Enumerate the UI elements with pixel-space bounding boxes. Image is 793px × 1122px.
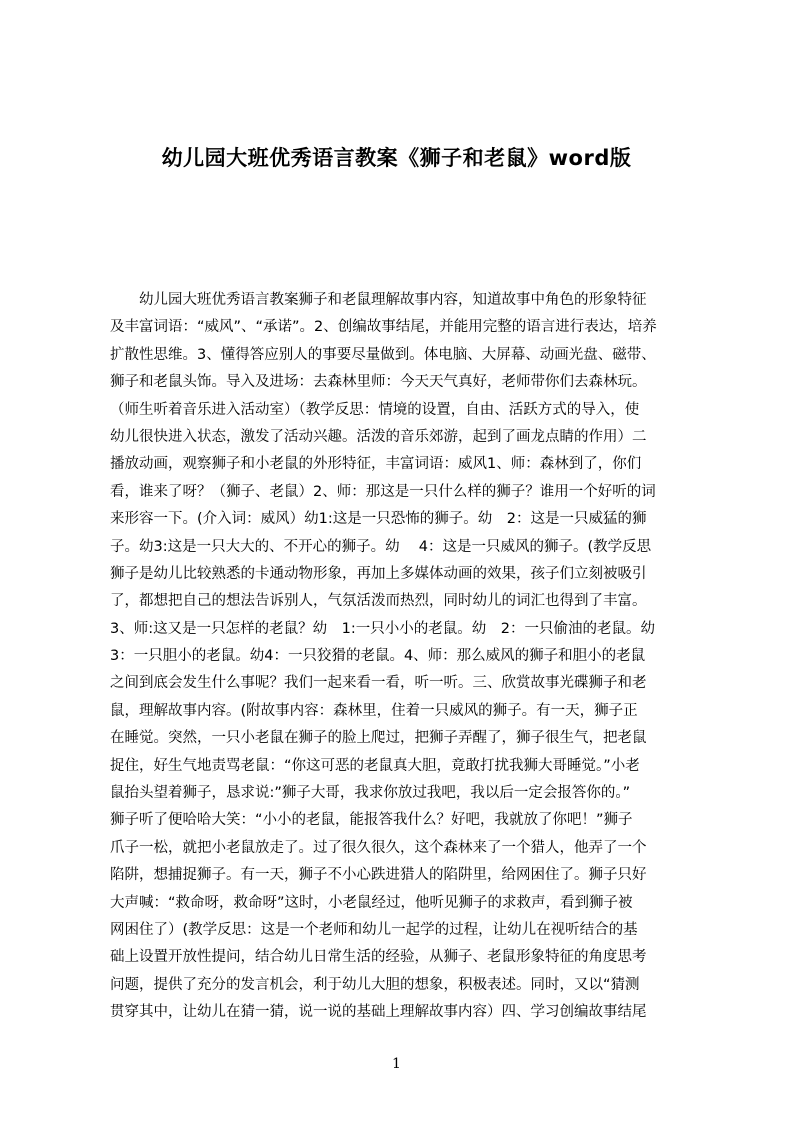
text-line: 幼儿园大班优秀语言教案狮子和老鼠理解故事内容，知道故事中角色的形象特征 [139, 292, 647, 308]
text-line: 子。幼3:这是一只大大的、不开心的狮子。幼 4：这是一只威风的狮子。(教学反思 [110, 538, 652, 555]
body-text [110, 287, 700, 1027]
text-line: 鼠，理解故事内容。(附故事内容：森林里，住着一只威风的狮子。有一天，狮子正 [110, 702, 638, 719]
text-line: 狮子听了便哈哈大笑：“小小的老鼠，能报答我什么？好吧，我就放了你吧！”狮子 [110, 812, 633, 829]
text-line: 看，谁来了呀？（狮子、老鼠）2、师：那这是一只什么样的狮子？谁用一个好听的词 [110, 483, 656, 500]
text-line: 了，都想把自己的想法告诉别人，气氛活泼而热烈，同时幼儿的词汇也得到了丰富。 [110, 593, 647, 610]
text-line: 捉住，好生气地责骂老鼠：“你这可恶的老鼠真大胆，竟敢打扰我狮大哥睡觉。”小老 [110, 757, 640, 774]
text-line: 大声喊：“救命呀，救命呀”这时，小老鼠经过，他听见狮子的求救声，看到狮子被 [110, 894, 633, 911]
text-line: 3：一只胆小的老鼠。幼4：一只狡猾的老鼠。4、师：那么威风的狮子和胆小的老鼠 [110, 648, 646, 665]
text-line: （师生听着音乐进入活动室）（教学反思：情境的设置，自由、活跃方式的导入，使 [110, 401, 640, 418]
text-line: 狮子是幼儿比较熟悉的卡通动物形象，再加上多媒体动画的效果，孩子们立刻被吸引 [110, 565, 647, 582]
text-line: 爪子一松，就把小老鼠放走了。过了很久很久，这个森林来了一个猎人，他弄了一个 [110, 839, 647, 856]
text-line: 础上设置开放性提问，结合幼儿日常生活的经验，从狮子、老鼠形象特征的角度思考 [110, 949, 647, 966]
document-title: 幼儿园大班优秀语言教案《狮子和老鼠》word版 [161, 146, 632, 170]
text-line: 问题，提供了充分的发言机会，利于幼儿大胆的想象，积极表述。同时，又以“猜测 [110, 976, 640, 993]
text-line: 幼儿很快进入状态，激发了活动兴趣。活泼的音乐郊游，起到了画龙点睛的作用）二 [110, 428, 647, 445]
text-line: 扩散性思维。3、懂得答应别人的事要尽量做到。体电脑、大屏幕、动画光盘、磁带、 [110, 346, 656, 363]
text-line: 3、师:这又是一只怎样的老鼠？幼 1:一只小小的老鼠。幼 2：一只偷油的老鼠。幼 [110, 620, 655, 637]
page-number: 1 [392, 1056, 401, 1072]
text-line: 狮子和老鼠头饰。导入及进场：去森林里师：今天天气真好，老师带你们去森林玩。 [110, 374, 647, 391]
text-line: 在睡觉。突然，一只小老鼠在狮子的脸上爬过，把狮子弄醒了，狮子很生气，把老鼠 [110, 730, 647, 747]
text-line: 及丰富词语：“威风”、“承诺”。2、创编故事结尾，并能用完整的语言进行表达，培养 [110, 319, 657, 336]
text-line: 播放动画，观察狮子和小老鼠的外形特征，丰富词语：威风1、师：森林到了，你们 [110, 456, 642, 473]
text-line: 来形容一下。(介入词：威风）幼1:这是一只恐怖的狮子。幼 2：这是一只威猛的狮 [110, 511, 647, 528]
text-line: 网困住了）(教学反思：这是一个老师和幼儿一起学的过程，让幼儿在视听结合的基 [110, 921, 638, 938]
text-line: 陷阱，想捕捉狮子。有一天，狮子不小心跌进猎人的陷阱里，给网困住了。狮子只好 [110, 867, 647, 884]
text-line: 鼠抬头望着狮子，恳求说:”狮子大哥，我求你放过我吧，我以后一定会报答你的。” [110, 785, 631, 802]
text-line: 贯穿其中，让幼儿在猜一猜，说一说的基础上理解故事内容）四、学习创编故事结尾 [110, 1004, 647, 1021]
text-line: 之间到底会发生什么事呢？我们一起来看一看，听一听。三、欣赏故事光碟狮子和老 [110, 675, 647, 692]
